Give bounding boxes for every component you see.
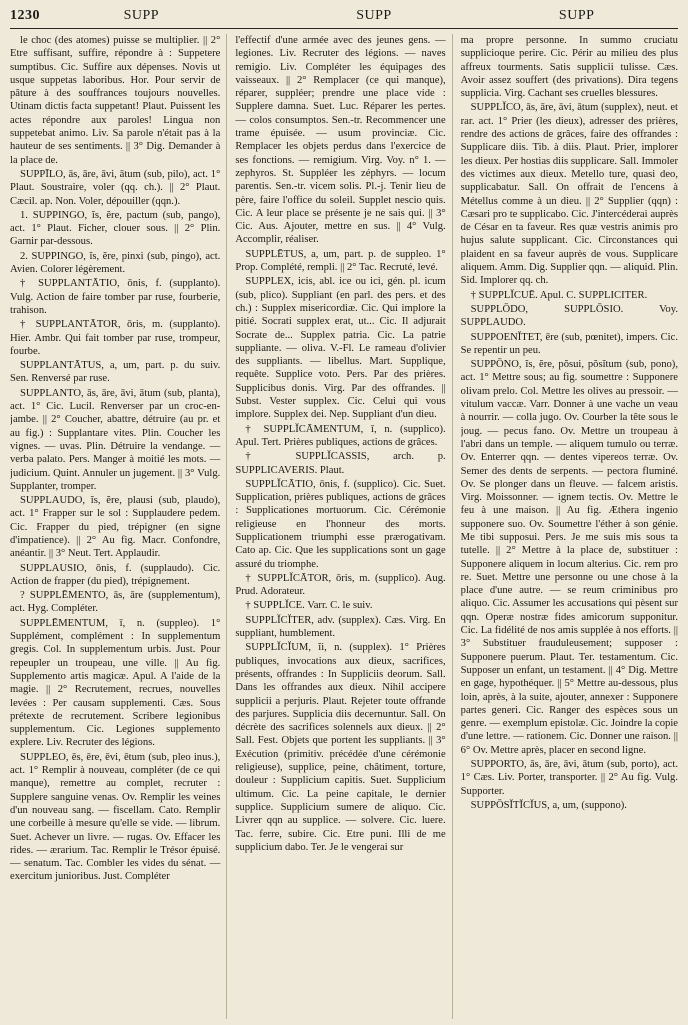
dictionary-entry: l'effectif d'une armée avec des jeunes gens. — legiones. Liv. Recruter des légions. — naves remigio. Liv. Compléter les équipages des vaisseaux. || 2° Remplacer (ce qui manque), réparer, suppléer; prendre une place vide : Supplere damna. Suet. Luc. Réparer les pertes. — colos consumptos. Sen.-tr. Recommencer une trame épuisée. — usum provinciæ. Cic. Remplacer les objets perdus dans l'exercice de ses fonctions. — remigium. Virg. Voy. n° 1. — zephyros. St. Suppléer les zéphyrs. — locum parentis. Sen.-tr. vicem solis. Pl.-j. Tenir lieu de père, faire l'office du soleil. Supplet nescio quis. Cic. A leur place se présente je ne sais qui. || 3° Cic. Aus. Ajouter, mettre en sus. || 4° Vulg. Accomplir, réaliser. xyxy=(235,35,446,246)
dictionary-entry: † SUPPLANTĀTIO, ōnis, f. (supplanto). Vulg. Action de faire tomber par ruse, fourberie, trahison. xyxy=(10,278,221,316)
dictionary-entry: SUPPLĬCĀTIO, ōnis, f. (supplico). Cic. Suet. Supplication, prières publiques, actions de grâces : Supplicationes mortuorum. Cic. Cérémonie religieuse en l'honneur des morts. Supplicationem triumphi esse prærogativam. Cato ap. Cic. Que les supplications sont un gage assuré du triomphe. xyxy=(235,478,446,570)
dictionary-entry: † SUPPLĬCUĒ. Apul. C. SUPPLICITER. xyxy=(470,289,648,301)
dictionary-entry: 1. SUPPINGO, ĭs, ĕre, pactum (sub, pango), act. 1° Plaut. Ficher, clouer sous. || 2° Plin. Garnir par-dessous. xyxy=(10,209,221,248)
column-middle xyxy=(235,34,452,1019)
dictionary-entry: † SUPPLANTĀTOR, ōris, m. (supplanto). Hier. Ambr. Qui fait tomber par ruse, trompeur, fourbe. xyxy=(10,319,221,357)
dictionary-entry: 2. SUPPINGO, ĭs, ĕre, pinxi (sub, pingo), act. Avien. Colorer légèrement. xyxy=(10,250,221,276)
dictionary-entry: SUPPLĬCĬTER, adv. (supplex). Cæs. Virg. En suppliant, humblement. xyxy=(235,614,446,640)
dictionary-entry: ? SUPPLĒMENTO, ās, āre (supplementum), act. Hyg. Compléter. xyxy=(10,590,221,615)
page-header xyxy=(10,8,678,29)
dictionary-entry: SUPPLŌDO, SUPPLŌSIO. Voy. SUPPLAUDO. xyxy=(460,303,678,329)
page-number: 1230 xyxy=(10,8,40,23)
column-left xyxy=(10,34,227,1019)
dictionary-entry: SUPPLĒTUS, a, um, part. p. de suppleo. 1° Prop. Complété, rempli. || 2° Tac. Recruté, levé. xyxy=(235,248,446,274)
dictionary-entry: SUPPORTO, ās, āre, āvi, ātum (sub, porto), act. 1° Cæs. Liv. Porter, transporter. || 2° Au fig. Vulg. Supporter. xyxy=(460,759,678,797)
dictionary-entry: † SUPPLĬCĀTOR, ōris, m. (supplico). Aug. Prud. Adorateur. xyxy=(235,572,446,598)
dictionary-entry: SUPPLEX, icis, abl. ice ou ici, gén. pl. icum (sub, plico). Suppliant (en parl. des pers. et des ch.) : Supplex misericordiæ. Cic. Qui implore la pitié. Socrati supplex erat, ut... Cic. Il adjurait Socrate de... Supplex patria. Cic. La patrie suppliante. — oliva. V.-Fl. Le rameau d'olivier des suppliants. — libellus. Mart. Supplique, requête. Supplice voto. Pers. Par des prières. Supplicibus donis. Virg. Par des offrandes. || Subst. Vester supplex. Cic. Celui qui vous implore. Supplex dei. Nep. Suppliant d'un dieu. xyxy=(235,276,446,421)
dictionary-entry: SUPPLANTĀTUS, a, um, part. p. du suiv. Sen. Renversé par ruse. xyxy=(10,360,221,385)
dictionary-entry: le choc (des atomes) puisse se multiplier. || 2° Etre suffisant, suffire, répondre à : Suppetere sumptibus. Cic. Suffire aux dépenses. Novis ut usque suppetas laboribus. Hor. Pour servir de pâture à des souffrances toujours nouvelles. Utinam dictis facta suppetant! Plaut. Puissent les actes répondre aux paroles! Lingua non suppetebat animo. Liv. Sa parole n'était pas à la hauteur de ses sentiments. || 3° Dig. Demander à la place de. xyxy=(10,35,221,166)
dictionary-entry: SUPPOENĬTET, ēre (sub, pœnitet), impers. Cic. Se repentir un peu. xyxy=(460,331,678,356)
dictionary-entry: SUPPLANTO, ās, āre, āvi, ātum (sub, planta), act. 1° Cic. Lucil. Renverser par un croc-en-jambe. || 2° Coucher, abattre, détruire (au pr. et au fig.) : Supplantare vites. Plin. Coucher les vignes. — uvas. Plin. Détruire la vendange. — verba palato. Pers. Manger à moitié les mots. — judicium. Quint. Annuler un jugement. || 3° Vulg. Supplanter, tromper. xyxy=(10,387,221,492)
text-columns xyxy=(10,34,678,1019)
dictionary-entry: SUPPŌSĬTĬCĬUS, a, um, (suppono). xyxy=(470,799,627,811)
dictionary-entry: SUPPŌNO, ĭs, ĕre, pŏsui, pŏsĭtum (sub, pono), act. 1° Mettre sous; au fig. soumettre : Supponere olivam prelo. Col. Mettre les olives au pressoir. — vitulum vaccæ. Varr. Donner à une vache un veau à nourrir. — colla jugo. Ov. Courber la tête sous le joug. — pecus fano. Ov. Mettre un troupeau à l'abri dans un temple. — aliquem tumulo ou terræ. Ov. Enterrer qqn. — dentes vipereos terræ. Ov. Semer des dents de serpents. — pectora fluminé. Ov. Se plonger dans un fleuve. — falcem aristis. Virg. Moissonner. — ignem tectis. Ov. Mettre le feu à une maison. || Au fig. Æthera ingenio supponere suo. Ov. Soumettre l'éther à son génie. Me tibi supposui. Pers. Je me suis mis sous ta tutelle. || 2° Mettre à la place de, substituer : Supponere aliquem in locum alterius. Cic. rem pro re. Suet. Mettre une personne ou une chose à la place d'une autre. — se reum criminibus pro aliquo. Cic. Assumer les accusations qui pèsent sur qqn. Operæ nostræ fides amicorum supponitur. Cic. La fidélité de nos amis supplée à nos efforts. || 3° Substituer frauduleusement; supposer : Supponere puerum. Plaut. Ter. testamentum. Cic. Supposer un enfant, un testament. || 4° Dig. Mettre en gage, hypothéquer. || 5° Mettre au-dessous, plus loin, après, à la suite, ajouter, annexer : Supponere partes generi. Cic. Ranger des espèces sous un genre. — exemplum epistolæ. Cic. Joindre la copie d'une lettre. — rationem. Cic. Donner une raison. || 6° Ov. Mettre après, placer en second ligne. xyxy=(460,359,678,756)
dictionary-entry: † SUPPLĬCE. Varr. C. le suiv. xyxy=(245,600,373,612)
dictionary-entry: SUPPLAUDO, ĭs, ĕre, plausi (sub, plaudo), act. 1° Frapper sur le sol : Supplaudere pedem. Cic. Frapper du pied, trépigner (en signe d'impatience). || 2° Au fig. Macr. Confondre, anéantir. || 3° Neut. Tert. Applaudir. xyxy=(10,495,221,560)
column-right xyxy=(461,34,678,1019)
dictionary-entry: SUPPLĬCO, ās, āre, āvi, ātum (supplex), neut. et rar. act. 1° Prier (les dieux), adresser des prières, rendre des actions de grâces, faire des offrandes : Supplicare diis. Tib. à diis. Plaut. Prier, implorer les dieux. Per hostias diis supplicare. Sall. Immoler des victimes aux dieux. Metello ture, quasi deo, supplicabatur. Sall. On offrait de l'encens à Métellus comme à un dieu. || 2° Supplier (qqn) : Cæsari pro te supplicabo. Cic. J'intercéderai auprès de César en ta faveur. Res quæ vestris animis pro hujus salute supplicant. Cic. Circonstances qui plaident en sa faveur auprès de vous. Supplicare aliquem. Amm. Dig. Supplier qqn. — aliquid. Plin. Sid. Implorer qq. ch. xyxy=(460,102,678,287)
dictionary-entry: SUPPLĒMENTUM, ī, n. (suppleo). 1° Supplément, complément : In supplementum gregis. Col. In supplementum urbis. Just. Pour repeupler un troupeau, une ville. || Au fig. Supplemento artis magicæ. Apul. A l'aide de la magie. || 2° Recrutement, recrues, nouvelles levées : Per causam supplementi. Cæs. Sous prétexte de recrutement. Scribere legionibus supplementum. Cic. Legiones supplemento explere. Liv. Recruter des légions. xyxy=(10,617,221,749)
dictionary-entry: † SUPPLĬCASSIS, arch. p. SUPPLICAVERIS. Plaut. xyxy=(235,451,446,476)
dictionary-entry: SUPPLEO, ēs, ēre, ēvi, ētum (sub, pleo inus.), act. 1° Remplir à nouveau, compléter (de ce qui manque), remettre au complet, recruter : Supplere sanguine venas. Ov. Remplir les veines d'un nouveau sang. — fiscellam. Cato. Remplir une corbeille à mesure qu'elle se vide. — librum. Suet. Achever un livre. — rugas. Ov. Effacer les rides. — ærarium. Tac. Remplir le Trésor épuisé. — senatum. Tac. Combler les vides du sénat. — exercitum junioribus. Just. Compléter xyxy=(10,751,221,883)
dictionary-entry: SUPPLAUSIO, ōnis, f. (supplaudo). Cic. Action de frapper (du pied), trépignement. xyxy=(10,562,221,587)
dictionary-entry: SUPPĪLO, ās, āre, āvi, ātum (sub, pilo), act. 1° Plaut. Soustraire, voler (qq. ch.). || 2° Plaut. Cæcil. ap. Non. Voler, dépouiller (qqn.). xyxy=(10,168,221,207)
dictionary-entry: ma propre personne. In summo cruciatu supplicioque perire. Cic. Périr au milieu des plus affreux tourments. Satis supplicii tulisse. Cæs. Avoir assez souffert (des privations). Dira tegens supplicia. Virg. Cachant ses cruelles blessures. xyxy=(460,35,678,100)
dictionary-entry: † SUPPLĬCĀMENTUM, ī, n. (supplico). Apul. Tert. Prières publiques, actions de grâces. xyxy=(235,423,446,448)
running-head-right: SUPP xyxy=(558,8,595,23)
dictionary-entry: SUPPLĬCĬUM, ĭi, n. (supplex). 1° Prières publiques, invocations aux dieux, sacrifices, présents, offrandes : In Suppliciis deorum. Sall. Dans les offrandes aux dieux. Nihil accipere supplicii a perjuris. Plaut. Rejeter toute offrande des parjures. Supplicia diis decernuntur. Sall. On décrète des sacrifices solennels aux dieux. || 2° Sall. Fest. Objets que portent les suppliants. || 3° Exécution (primitiv. précédée d'une cérémonie religieuse), supplice, peine, châtiment, torture, douleur : Supplicium capitis. Suet. Supplicium ultimum. Cic. La peine capitale, le dernier supplice. Supplicium sumere de aliquo. Cic. Livrer qqn au supplice. — solvere. Cic. luere. Tac. ferre, subire. Cic. Etre puni. Illi de me supplicium dabo. Ter. Je le vengerai sur xyxy=(235,642,446,853)
running-head-left: SUPP xyxy=(123,8,160,23)
running-head-center: SUPP xyxy=(356,8,392,23)
